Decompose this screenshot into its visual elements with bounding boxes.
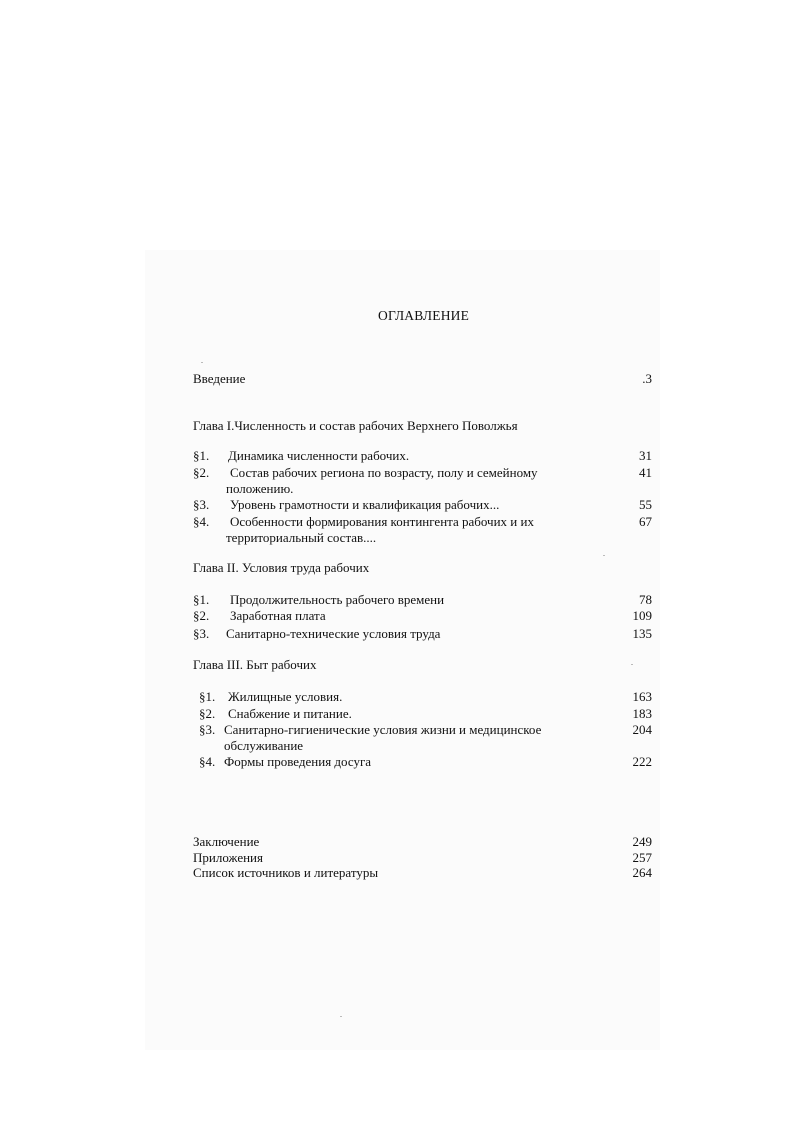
ch3-sec-4-title: Формы проведения досуга <box>224 754 372 769</box>
ch2-sec-3-page: 135 <box>632 626 652 641</box>
ch1-sec-1-title: Динамика численности рабочих. <box>228 448 410 463</box>
ch1-sec-4-title-cont: территориальный состав.... <box>226 530 377 545</box>
intro-page: .3 <box>642 371 652 386</box>
conclusion-label: Заключение <box>193 834 260 849</box>
ch2-sec-1-number: §1. <box>193 592 210 607</box>
ch1-sec-2-page: 41 <box>639 465 652 480</box>
ch3-sec-1-number: §1. <box>199 689 216 704</box>
ch1-sec-4-number: §4. <box>193 514 210 529</box>
ch1-sec-4-title: Особенности формирования контингента рабочих и их <box>230 514 534 529</box>
ch1-sec-2-title-cont: положению. <box>226 481 294 496</box>
ch1-sec-3-number: §3. <box>193 497 210 512</box>
ch3-sec-4-number: §4. <box>199 754 216 769</box>
ch2-sec-2-title: Заработная плата <box>230 608 326 623</box>
scan-speck <box>201 362 203 363</box>
ch1-sec-1-number: §1. <box>193 448 210 463</box>
ch2-sec-2-number: §2. <box>193 608 210 623</box>
scan-speck <box>340 1016 342 1017</box>
page-title: ОГЛАВЛЕНИЕ <box>378 308 470 323</box>
ch2-sec-2-page: 109 <box>632 608 652 623</box>
ch3-sec-2-number: §2. <box>199 706 216 721</box>
ch1-sec-4-page: 67 <box>639 514 652 529</box>
bibliography-label: Список источников и литературы <box>193 865 379 880</box>
ch3-sec-3-title-cont: обслуживание <box>224 738 304 753</box>
ch3-sec-4-page: 222 <box>632 754 652 769</box>
scanned-page <box>145 250 660 1050</box>
ch3-sec-3-number: §3. <box>199 722 216 737</box>
appendices-label: Приложения <box>193 850 263 865</box>
bibliography-page: 264 <box>632 865 652 880</box>
ch3-sec-1-title: Жилищные условия. <box>228 689 343 704</box>
ch1-sec-2-title: Состав рабочих региона по возрасту, полу и семейному <box>230 465 538 480</box>
chapter-2-heading: Глава II. Условия труда рабочих <box>193 560 370 575</box>
appendices-page: 257 <box>632 850 652 865</box>
ch2-sec-1-title: Продолжительность рабочего времени <box>230 592 445 607</box>
ch3-sec-3-page: 204 <box>632 722 652 737</box>
conclusion-page: 249 <box>632 834 652 849</box>
chapter-1-heading: Глава I.Численность и состав рабочих Верхнего Поволжья <box>193 418 518 433</box>
ch3-sec-3-title: Санитарно-гигиенические условия жизни и медицинское <box>224 722 542 737</box>
scan-speck <box>631 664 633 665</box>
ch2-sec-3-title: Санитарно-технические условия труда <box>226 626 441 641</box>
chapter-3-heading: Глава III. Быт рабочих <box>193 657 317 672</box>
scan-speck <box>603 555 605 556</box>
intro-label: Введение <box>193 371 246 386</box>
ch1-sec-3-title: Уровень грамотности и квалификация рабочих... <box>230 497 500 512</box>
ch2-sec-1-page: 78 <box>639 592 652 607</box>
ch1-sec-3-page: 55 <box>639 497 652 512</box>
ch1-sec-2-number: §2. <box>193 465 210 480</box>
ch3-sec-1-page: 163 <box>632 689 652 704</box>
ch2-sec-3-number: §3. <box>193 626 210 641</box>
ch3-sec-2-title: Снабжение и питание. <box>228 706 352 721</box>
ch1-sec-1-page: 31 <box>639 448 652 463</box>
ch3-sec-2-page: 183 <box>632 706 652 721</box>
